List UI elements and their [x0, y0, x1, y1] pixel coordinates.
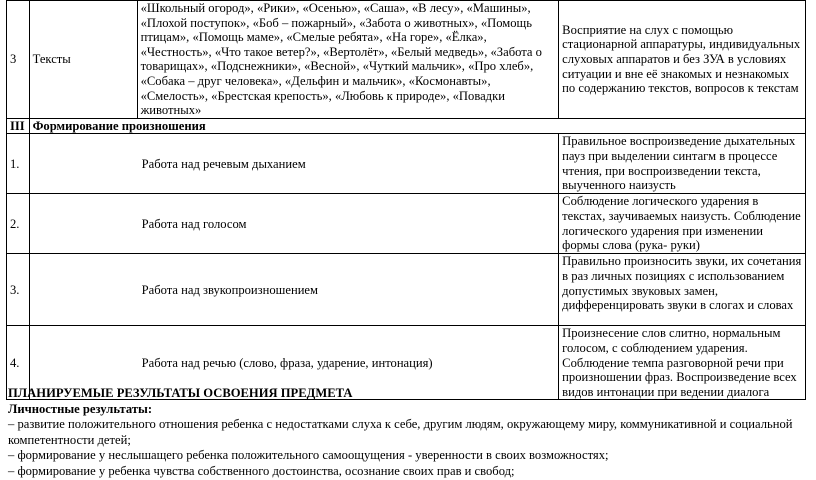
row-result: Соблюдение логического ударения в текстах, заучиваемых наизусть. Соблюдение логического ударения при изменении формы слова (рука- руки)	[559, 194, 806, 254]
table-row-texts	[7, 1, 806, 119]
row-topic: Работа над речевым дыханием	[29, 134, 559, 194]
table-row	[7, 254, 806, 326]
row-number: 4.	[7, 326, 30, 400]
table-row	[7, 134, 806, 194]
row-topic: Работа над голосом	[29, 194, 559, 254]
section-title: Формирование произношения	[29, 118, 805, 134]
row-result: Правильно произносить звуки, их сочетания в раз личных позициях с использованием допустимых звуковых замен, дифференцировать звуки в слогах и словах	[559, 254, 806, 326]
curriculum-table	[6, 0, 806, 400]
result-item: – формирование у неслышащего ребенка положительного самоощущения - уверенности в своих возможностях;	[8, 448, 609, 463]
results-heading: ПЛАНИРУЕМЫЕ РЕЗУЛЬТАТЫ ОСВОЕНИЯ ПРЕДМЕТА	[8, 386, 353, 400]
result-item: – формирование у ребенка чувства собственного достоинства, осознание своих прав и свобод;	[8, 463, 515, 478]
texts-list: «Школьный огород», «Рики», «Осенью», «Саша», «В лесу», «Машины», «Плохой поступок», «Боб – пожарный», «Забота о животных», «Помощь птицам», «Помощь маме», «Смелые ребята», «На горе», «Ёлка», «Честность», «Что такое ветер?», «Вертолёт», «Белый медведь», «Забота о товарищах», «Подснежники», «Весной», «Чуткий мальчик», «Про хлеб», «Собака – друг человека», «Дельфин и мальчик», «Космонавты», «Смелость», «Брестская крепость», «Любовь к природе», «Повадки животных»	[137, 1, 559, 119]
row-number: 3	[7, 1, 30, 119]
row-topic: Работа над звукопроизношением	[29, 254, 559, 326]
row-result: Восприятие на слух с помощью стационарной аппаратуры, индивидуальных слуховых аппаратов и без ЗУА в условиях ситуации и вне её знакомых и незнакомых по содержанию текстов, вопросов к текстам	[559, 1, 806, 119]
row-result: Произнесение слов слитно, нормальным голосом, с соблюдением ударения. Соблюдение темпа разговорной речи при произношении фраз. Воспроизведение всех видов интонации при ведении диалога	[559, 326, 806, 400]
row-result: Правильное воспроизведение дыхательных пауз при выделении синтагм в процессе чтения, при воспроизведении текста, выученного наизусть	[559, 134, 806, 194]
planned-results	[8, 386, 808, 480]
row-label: Тексты	[29, 1, 137, 119]
table-row	[7, 194, 806, 254]
row-number: 2.	[7, 194, 30, 254]
row-number: 1.	[7, 134, 30, 194]
row-number: 3.	[7, 254, 30, 326]
personal-results-subheading: Личностные результаты:	[8, 401, 153, 416]
row-topic: Работа над речью (слово, фраза, ударение, интонация)	[29, 326, 559, 400]
section-number: III	[7, 118, 30, 134]
result-item: – развитие положительного отношения ребенка с недостатками слуха к себе, другим людям, окружающему миру, коммуникативной и социальной компетентности детей;	[8, 417, 793, 447]
section-row	[7, 118, 806, 134]
